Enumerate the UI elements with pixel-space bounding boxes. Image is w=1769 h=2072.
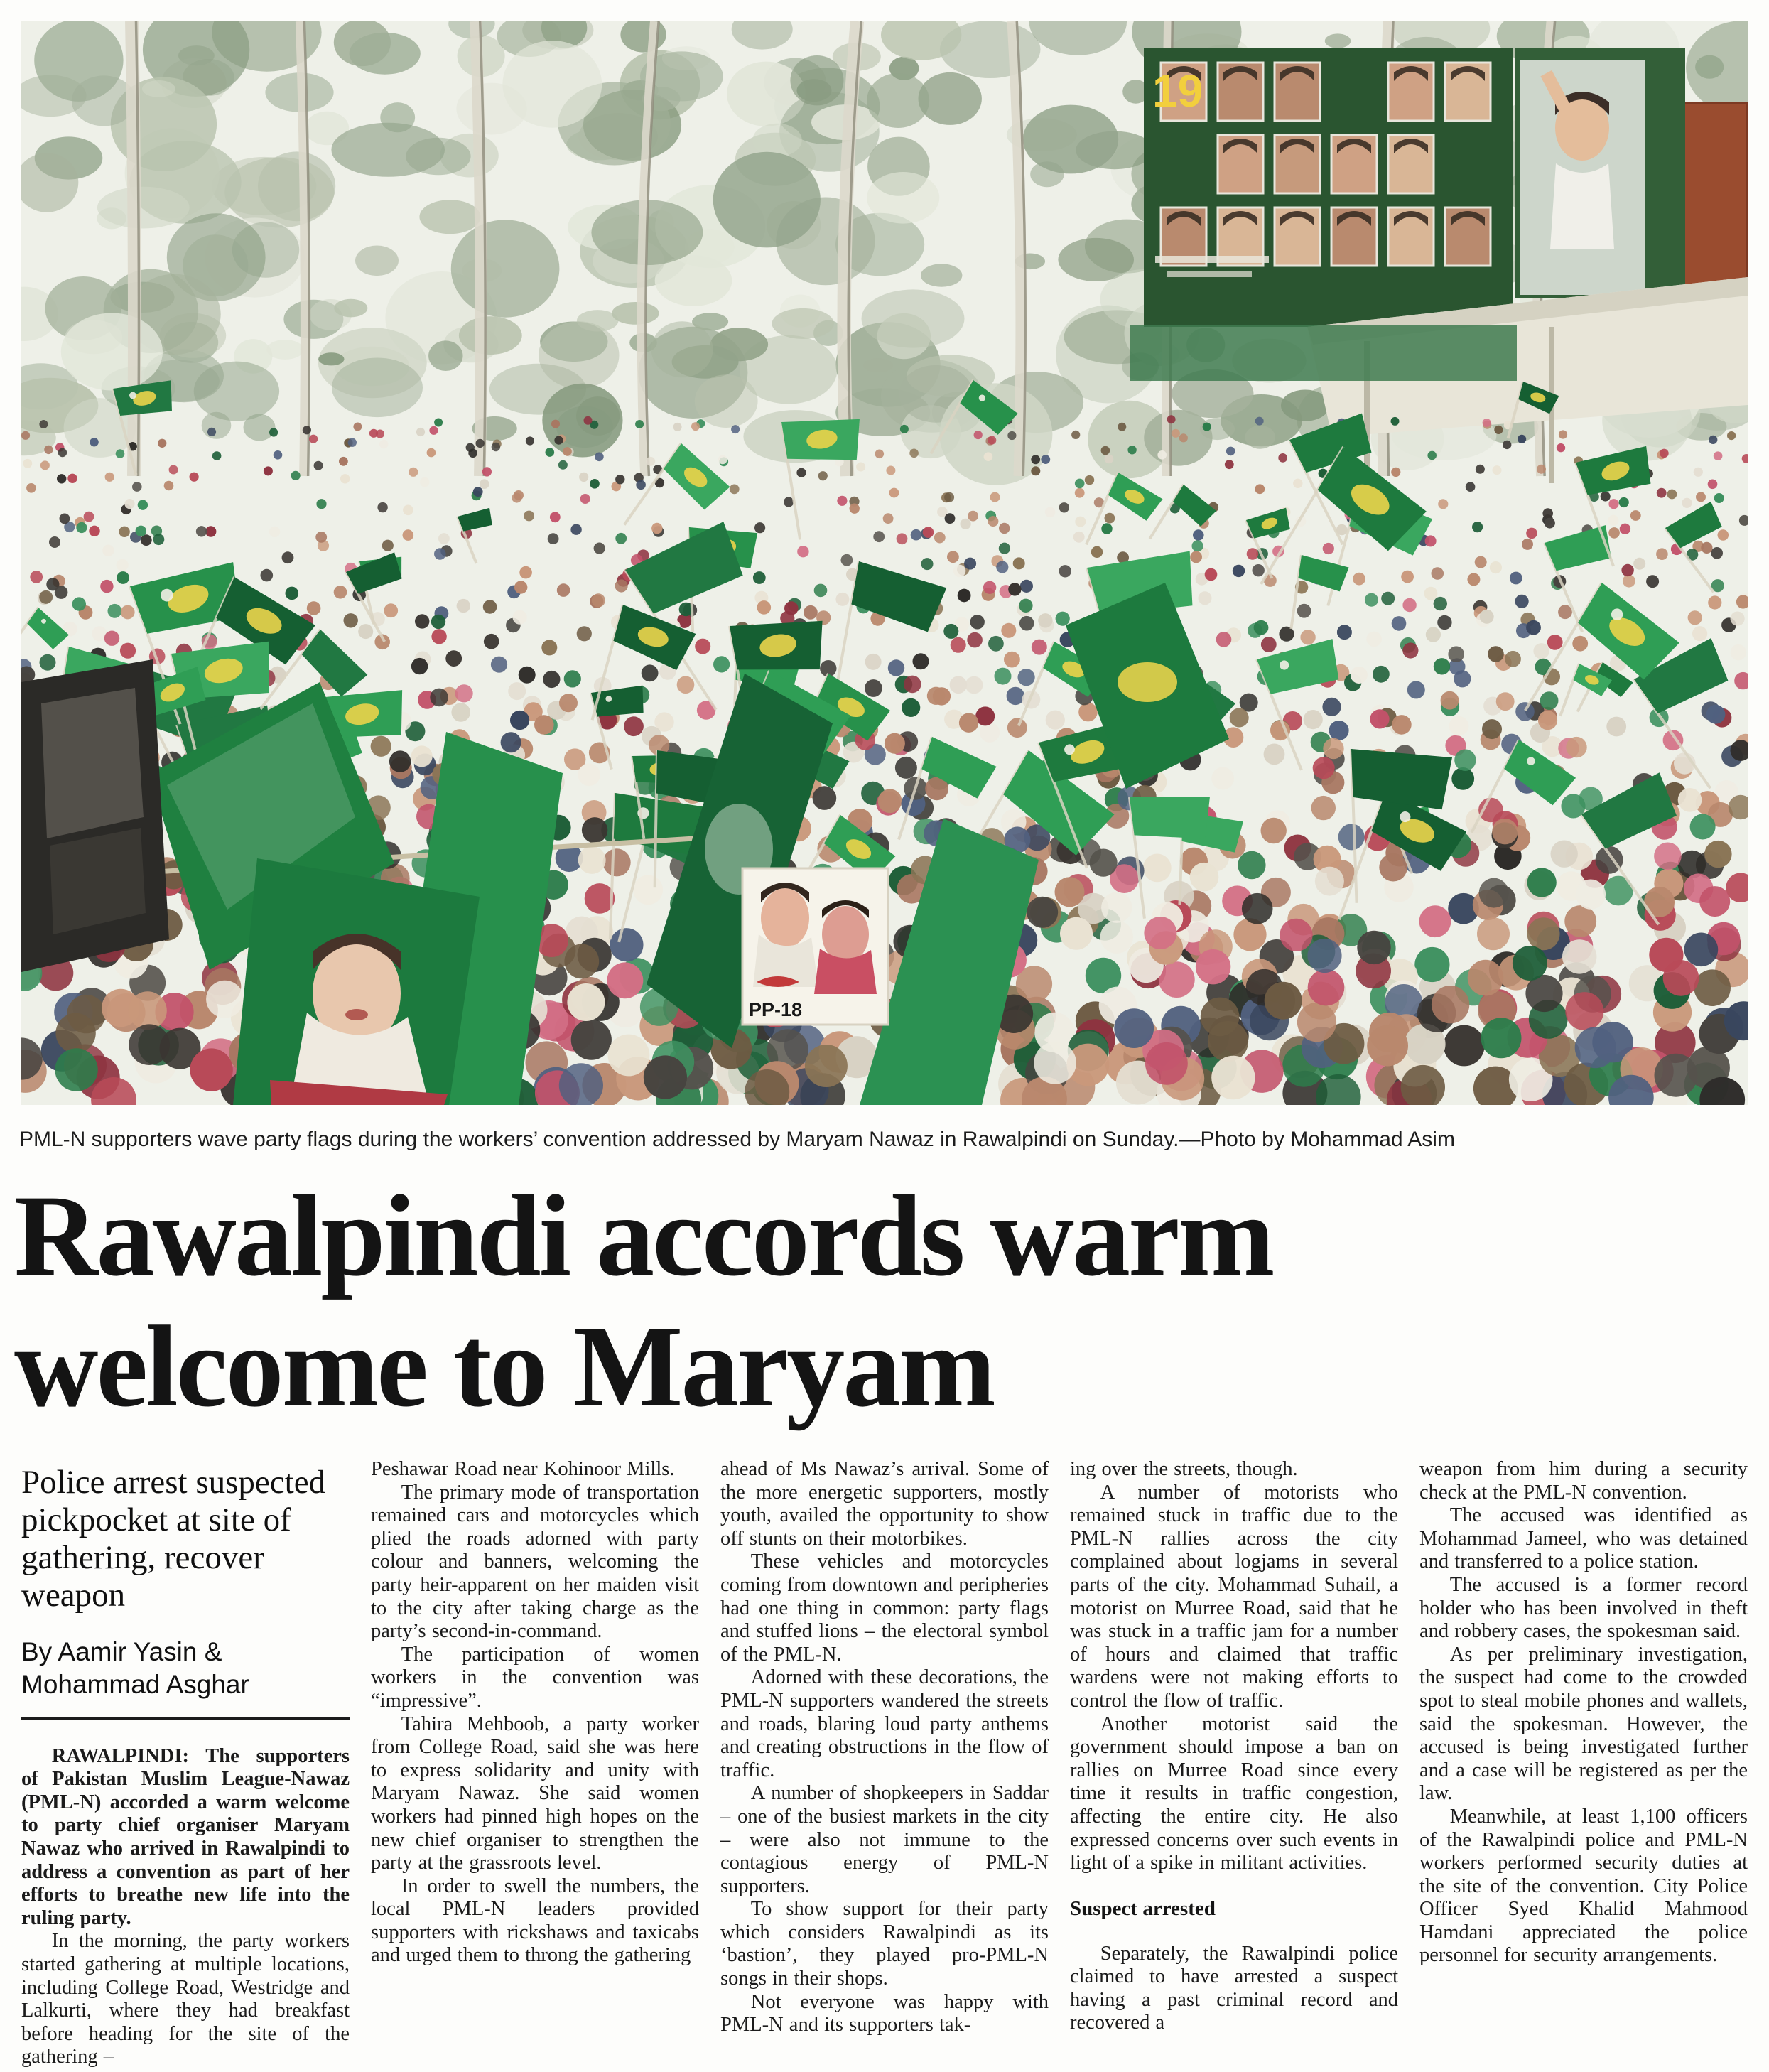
poster-code: PP-18: [749, 999, 803, 1020]
standfirst: Police arrest suspected pickpocket at site of gathering, recover weapon: [21, 1464, 326, 1614]
article-paragraph: The primary mode of transportation remained cars and motorcycles which plied the roads adorned with party colour and banners, welcoming the party heir-apparent on her maiden visit to the city after taking charge as the party’s second-in-command.: [371, 1481, 699, 1643]
stage-fence: [1130, 325, 1517, 381]
article-paragraph: A number of motorists who remained stuck in traffic due to the PML-N rallies across the city complained about logjams in several parts of the city. Mohammad Suhail, a motorist on Murree Road, said that he was stuck in a traffic jam for a number of hours and claimed that traffic wardens were not making efforts to control the flow of traffic.: [1070, 1481, 1398, 1712]
article-paragraph: As per preliminary investigation, the suspect had come to the crowded spot to steal mobile phones and wallets, said the spokesman. However, the accused is being investigated further and a case will be registered as per the law.: [1419, 1643, 1748, 1805]
headline: Rawalpindi accords warm welcome to Maryam: [14, 1172, 1273, 1431]
article-paragraph: Another motorist said the government should impose a ban on rallies on Murree Road since every time it results in traffic congestion, affecting the entire city. He also expressed concerns over such events in light of a spike in militant activities.: [1070, 1712, 1398, 1874]
byline-line: By Aamir Yasin &: [21, 1637, 222, 1667]
article-paragraph: In order to swell the numbers, the local PML-N leaders provided supporters with rickshaws and taxicabs and urged them to throng the gathering: [371, 1874, 699, 1967]
byline-line: Mohammad Asghar: [21, 1669, 249, 1699]
column-5: [1419, 1458, 1748, 2072]
speaker-box: [21, 659, 169, 972]
article-paragraph: The accused was identified as Mohammad Jameel, who was detained and transferred to a police station.: [1419, 1504, 1748, 1573]
article-paragraph: weapon from him during a security check at the PML-N convention.: [1419, 1458, 1748, 1504]
section-crosshead: Suspect arrested: [1070, 1896, 1216, 1920]
column-1: [21, 1458, 350, 2072]
portrait-flag: [233, 858, 480, 1105]
article-paragraph: Peshawar Road near Kohinoor Mills.: [371, 1458, 675, 1480]
column-3: [720, 1458, 1049, 2072]
column-4: [1070, 1458, 1398, 2072]
rally-photo-illustration: [21, 21, 1748, 1105]
article-paragraph: Separately, the Rawalpindi police claimed to have arrested a suspect having a past criminal record and recovered a: [1070, 1942, 1398, 2034]
photo-caption: PML-N supporters wave party flags during the workers’ convention addressed by Maryam Nawaz in Rawalpindi on Sunday.—Photo by Mohammad Asim: [19, 1128, 1455, 1151]
pp18-poster: [742, 868, 888, 1025]
billboard-portrait: [1520, 60, 1645, 295]
billboard-number: 19: [1152, 65, 1203, 117]
article-paragraph: In the morning, the party workers started gathering at multiple locations, including College Road, Westridge and Lalkurti, where they had breakfast before heading for the site of the gathering –: [21, 1930, 350, 2068]
article-paragraph: The participation of women workers in the convention was “impressive”.: [371, 1643, 699, 1712]
article-paragraph: ahead of Ms Nawaz’s arrival. Some of the more energetic supporters, mostly youth, availed the opportunity to show off stunts on their motorbikes.: [720, 1458, 1049, 1550]
article-paragraph: Adorned with these decorations, the PML-N supporters wandered the streets and roads, blaring loud party anthems and creating obstructions in the flow of traffic.: [720, 1666, 1049, 1781]
article-paragraph: The accused is a former record holder who has been involved in theft and robbery cases, the spokesman said.: [1419, 1573, 1748, 1643]
article-paragraph: Tahira Mehboob, a party worker from College Road, said she was here to express solidarity and unity with Maryam Nawaz. She said women workers had pinned high hopes on the new chief organiser to strengthen the party at the grassroots level.: [371, 1712, 699, 1874]
article-paragraph: Meanwhile, at least 1,100 officers of the Rawalpindi police and PML-N workers performed security duties at the site of the convention. City Police Officer Syed Khalid Mahmood Hamdani appreciated the police personnel for security arrangements.: [1419, 1805, 1748, 1967]
article-body: [21, 1458, 1748, 2072]
article-photo: [21, 21, 1748, 1105]
article-paragraph: A number of shopkeepers in Saddar – one of the busiest markets in the city – were also not immune to the contagious energy of PML-N supporters.: [720, 1782, 1049, 1897]
article-paragraph: These vehicles and motorcycles coming from downtown and peripheries had one thing in common: party flags and stuffed lions – the electoral symbol of the PML-N.: [720, 1550, 1049, 1666]
article-paragraph: RAWALPINDI: The supporters of Pakistan Muslim League-Nawaz (PML-N) accorded a warm welcome to party chief organiser Maryam Nawaz who arrived in Rawalpindi to address a convention as part of her efforts to breathe new life into the ruling party.: [21, 1744, 350, 1929]
column-2: [371, 1458, 699, 2072]
article-paragraph: To show support for their party which considers Rawalpindi as its ‘bastion’, they played pro-PML-N songs in their shops.: [720, 1898, 1049, 1990]
article-paragraph: Not everyone was happy with PML-N and its supporters tak-: [720, 1990, 1049, 2036]
campaign-billboard: [1144, 48, 1685, 327]
byline-divider: [21, 1717, 350, 1720]
byline: [21, 1636, 350, 1700]
article-paragraph: ing over the streets, though.: [1070, 1458, 1298, 1480]
